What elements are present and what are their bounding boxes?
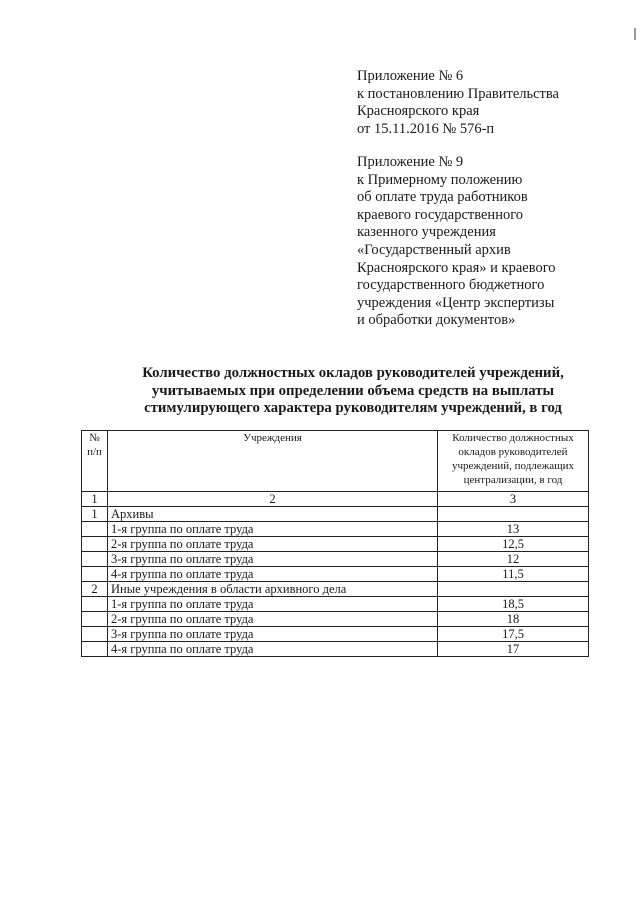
row-institution: Иные учреждения в области архивного дела bbox=[108, 582, 438, 597]
appendix-6-line: Приложение № 6 bbox=[357, 68, 464, 84]
document-title bbox=[0, 365, 640, 418]
table-row bbox=[82, 552, 589, 567]
appendix-9-line: Красноярского края» и краевого bbox=[357, 259, 556, 276]
title-line: стимулирующего характера руководителям учреждений, в год bbox=[144, 400, 562, 417]
row-number: 1 bbox=[82, 507, 108, 522]
appendix-9-line: и обработки документов» bbox=[357, 312, 516, 329]
column-number-row bbox=[82, 492, 589, 507]
row-value: 12,5 bbox=[438, 537, 589, 552]
row-institution: 1-я группа по оплате труда bbox=[108, 522, 438, 537]
row-number bbox=[82, 552, 108, 567]
table-row bbox=[82, 567, 589, 582]
row-institution: 4-я группа по оплате труда bbox=[108, 642, 438, 657]
appendix-9-line: казенного учреждения bbox=[357, 224, 496, 241]
table-row bbox=[82, 507, 589, 522]
row-institution: 1-я группа по оплате труда bbox=[108, 597, 438, 612]
row-value: 17 bbox=[438, 642, 589, 657]
appendix-9-header bbox=[357, 154, 627, 330]
row-institution: 2-я группа по оплате труда bbox=[108, 537, 438, 552]
header-number bbox=[82, 431, 108, 492]
appendix-6-line: к постановлению Правительства bbox=[357, 85, 559, 102]
table-row bbox=[82, 582, 589, 597]
appendix-9-line: об оплате труда работников bbox=[357, 189, 528, 206]
appendix-6-line: от 15.11.2016 № 576-п bbox=[357, 120, 495, 137]
table-row bbox=[82, 537, 589, 552]
scan-edge-mark bbox=[634, 28, 636, 40]
row-institution: 3-я группа по оплате труда bbox=[108, 627, 438, 642]
appendix-6-line: Красноярского края bbox=[357, 103, 480, 120]
column-number: 3 bbox=[438, 492, 589, 507]
appendix-9-line: краевого государственного bbox=[357, 206, 524, 223]
row-institution: Архивы bbox=[108, 507, 438, 522]
row-institution: 2-я группа по оплате труда bbox=[108, 612, 438, 627]
title-line: учитываемых при определении объема средств на выплаты bbox=[151, 382, 555, 399]
appendix-9-line: «Государственный архив bbox=[357, 241, 511, 258]
header-number-symbol: № bbox=[89, 432, 100, 444]
header-count: Количество должностных окладов руководителей учреждений, подлежащих централизации, в год bbox=[438, 431, 589, 492]
row-institution: 4-я группа по оплате труда bbox=[108, 567, 438, 582]
row-institution: 3-я группа по оплате труда bbox=[108, 552, 438, 567]
title-line: Количество должностных окладов руководителей учреждений, bbox=[142, 365, 564, 381]
table-row bbox=[82, 597, 589, 612]
table-row bbox=[82, 642, 589, 657]
column-number: 2 bbox=[108, 492, 438, 507]
header-number-abbr: п/п bbox=[87, 446, 102, 458]
row-number: 2 bbox=[82, 582, 108, 597]
appendix-9-line: учреждения «Центр экспертизы bbox=[357, 294, 555, 311]
row-value: 17,5 bbox=[438, 627, 589, 642]
row-number bbox=[82, 537, 108, 552]
appendix-9-line: Приложение № 9 bbox=[357, 154, 464, 170]
row-value bbox=[438, 507, 589, 522]
column-number: 1 bbox=[82, 492, 108, 507]
row-value: 18 bbox=[438, 612, 589, 627]
row-value bbox=[438, 582, 589, 597]
salary-allocation-table bbox=[81, 430, 589, 657]
appendix-6-header bbox=[357, 68, 627, 138]
row-value: 18,5 bbox=[438, 597, 589, 612]
row-number bbox=[82, 627, 108, 642]
row-number bbox=[82, 567, 108, 582]
row-value: 12 bbox=[438, 552, 589, 567]
appendix-9-line: государственного бюджетного bbox=[357, 277, 545, 294]
row-number bbox=[82, 612, 108, 627]
table-row bbox=[82, 627, 589, 642]
row-number bbox=[82, 597, 108, 612]
appendix-9-line: к Примерному положению bbox=[357, 171, 523, 188]
table-row bbox=[82, 522, 589, 537]
row-value: 13 bbox=[438, 522, 589, 537]
header-institutions: Учреждения bbox=[108, 431, 438, 492]
table-header-row bbox=[82, 431, 589, 492]
row-number bbox=[82, 522, 108, 537]
table-row bbox=[82, 612, 589, 627]
row-value: 11,5 bbox=[438, 567, 589, 582]
row-number bbox=[82, 642, 108, 657]
